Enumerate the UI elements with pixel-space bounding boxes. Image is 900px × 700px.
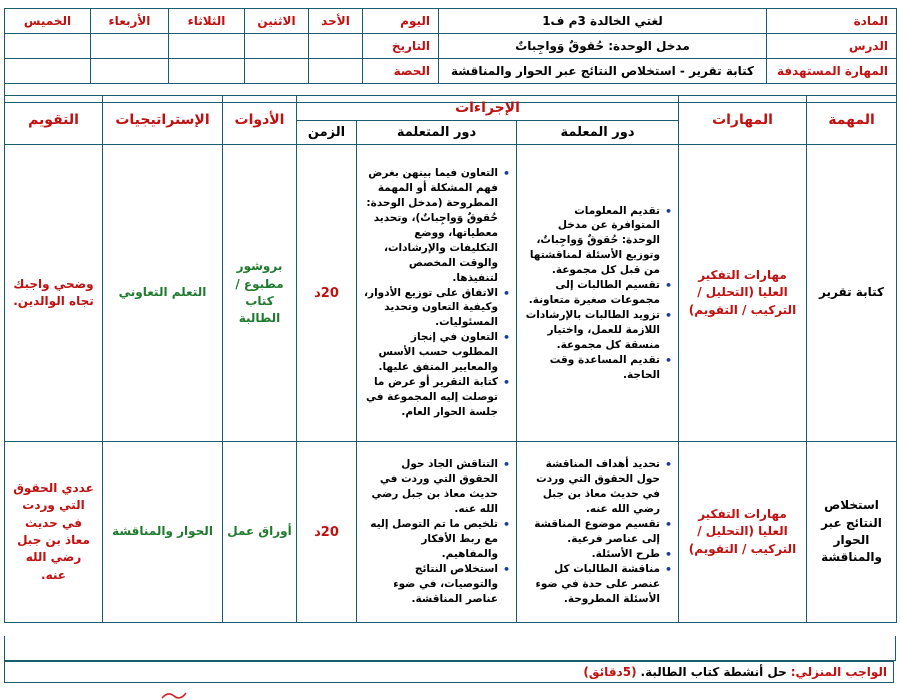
col-teacher-role-header: دور المعلمة [517,120,679,145]
list-item: • التعاون في إنجاز المطلوب حسب الأسس والمعايير المتفق عليها. [363,330,498,375]
table-row [5,145,897,442]
header-row-skill [5,59,897,84]
footer-spacer [4,636,896,661]
period-wednesday [91,59,169,84]
list-item: • طرح الأسئلة. [523,547,660,562]
list-item: • تزويد الطالبات بالإرشادات اللازمة للعمل، واختيار منسقة كل مجموعة. [523,308,660,353]
col-student-role-header: دور المتعلمة [357,120,517,145]
date-sunday [309,34,363,59]
day-thursday: الخميس [5,9,91,34]
red-mark-icon [160,690,188,700]
list-item: • التناقش الجاد حول الحقوق التي وردت في حديث معاذ بن جبل رضي الله عنه. [363,457,498,517]
list-item: • كتابة التقرير أو عرض ما توصلت إليه المجموعة في جلسة الحوار العام. [363,375,498,420]
homework-bar [4,661,894,683]
date-wednesday [91,34,169,59]
task-cell: كتابة تقرير [807,145,897,442]
list-item: • تلخيص ما تم التوصل إليه مع ربط الأفكار والمفاهيم. [363,517,498,562]
date-tuesday [169,34,245,59]
header-row-lesson [5,34,897,59]
teacher-role-list [523,457,674,606]
lesson-label: الدرس [767,34,897,59]
date-label: التاريخ [363,34,439,59]
day-tuesday: الثلاثاء [169,9,245,34]
period-label: الحصة [363,59,439,84]
tools-cell: بروشور مطبوع / كتاب الطالبة [223,145,297,442]
table-row [5,442,897,623]
skills-cell: مهارات التفكير العليا (التحليل / التركيب / التقويم) [679,145,807,442]
student-role-list [363,166,512,419]
evaluation-cell: وضحي واجبك تجاه الوالدين. [5,145,103,442]
strategy-cell: التعلم التعاوني [103,145,223,442]
list-item: • تقسيم موضوع المناقشة إلى عناصر فرعية. [523,517,660,547]
list-item: • مناقشة الطالبات كل عنصر على حدة في ضوء الأسئلة المطروحة. [523,562,660,607]
student-role-cell [357,442,517,623]
teacher-role-cell [517,442,679,623]
list-item: • الاتفاق على توزيع الأدوار، وكيفية التعاون وتحديد المسئوليات. [363,286,498,331]
skill-label: المهارة المستهدفة [767,59,897,84]
teacher-role-cell [517,145,679,442]
date-monday [245,34,309,59]
period-tuesday [169,59,245,84]
strategy-cell: الحوار والمناقشة [103,442,223,623]
header-row-subject [5,9,897,34]
day-wednesday: الأربعاء [91,9,169,34]
task-cell: استخلاص النتائج عبر الحوار والمناقشة [807,442,897,623]
list-item: • استخلاص النتائج والتوصيات، في ضوء عناصر المناقشة. [363,562,498,607]
subject-value: لغتي الخالدة 3م ف1 [439,9,767,34]
list-item: • التعاون فيما بينهن بغرض فهم المشكلة أو المهمة المطروحة (مدخل الوحدة: حُقوقٌ وَواجِباتٌ)، وتحديد معطياتها، ووضع التكليفات والإرشادات، والوقت المخصص لتنفيذها. [363,166,498,285]
period-monday [245,59,309,84]
period-thursday [5,59,91,84]
skill-value: كتابة تقرير - استخلاص النتائج عبر الحوار والمناقشة [439,59,767,84]
list-item: • تقديم المعلومات المتوافرة عن مدخل الوحدة: حُقوقٌ وَواجِباتٌ، وتوزيع الأسئلة لمناقشتها من قبل كل مجموعة. [523,204,660,279]
time-cell: 20د [297,442,357,623]
tools-cell: أوراق عمل [223,442,297,623]
day-sunday: الأحد [309,9,363,34]
evaluation-cell: عددي الحقوق التي وردت في حديث معاذ بن جبل رضي الله عنه. [5,442,103,623]
day-monday: الاثنين [245,9,309,34]
col-skills-header: المهارات [679,96,807,145]
period-sunday [309,59,363,84]
skills-cell: مهارات التفكير العليا (التحليل / التركيب / التقويم) [679,442,807,623]
col-procedures-header: الإجراءات [297,96,679,121]
list-item: • تقسيم الطالبات إلى مجموعات صغيرة متعاونة. [523,278,660,308]
table-head-row-1 [5,96,897,121]
col-tools-header: الأدوات [223,96,297,145]
col-evaluation-header: التقويم [5,96,103,145]
lesson-value: مدخل الوحدة: حُقوقٌ وَواجِباتٌ [439,34,767,59]
time-cell: 20د [297,145,357,442]
student-role-list [363,457,512,606]
homework-text: حل أنشطة كتاب الطالبة. [640,665,787,679]
homework-duration: (5دقائق) [583,665,637,679]
date-thursday [5,34,91,59]
student-role-cell [357,145,517,442]
homework-label: الواجب المنزلي: [790,665,887,679]
list-item: • تحديد أهداف المناقشة حول الحقوق التي وردت في حديث معاذ بن جبل رضي الله عنه. [523,457,660,517]
list-item: • تقديم المساعدة وقت الحاجة. [523,353,660,383]
col-task-header: المهمة [807,96,897,145]
day-label: اليوم [363,9,439,34]
col-strategies-header: الإستراتيجيات [103,96,223,145]
subject-label: المادة [767,9,897,34]
col-time-header: الزمن [297,120,357,145]
header-table [4,8,897,103]
procedures-table [4,95,897,623]
teacher-role-list [523,204,674,383]
